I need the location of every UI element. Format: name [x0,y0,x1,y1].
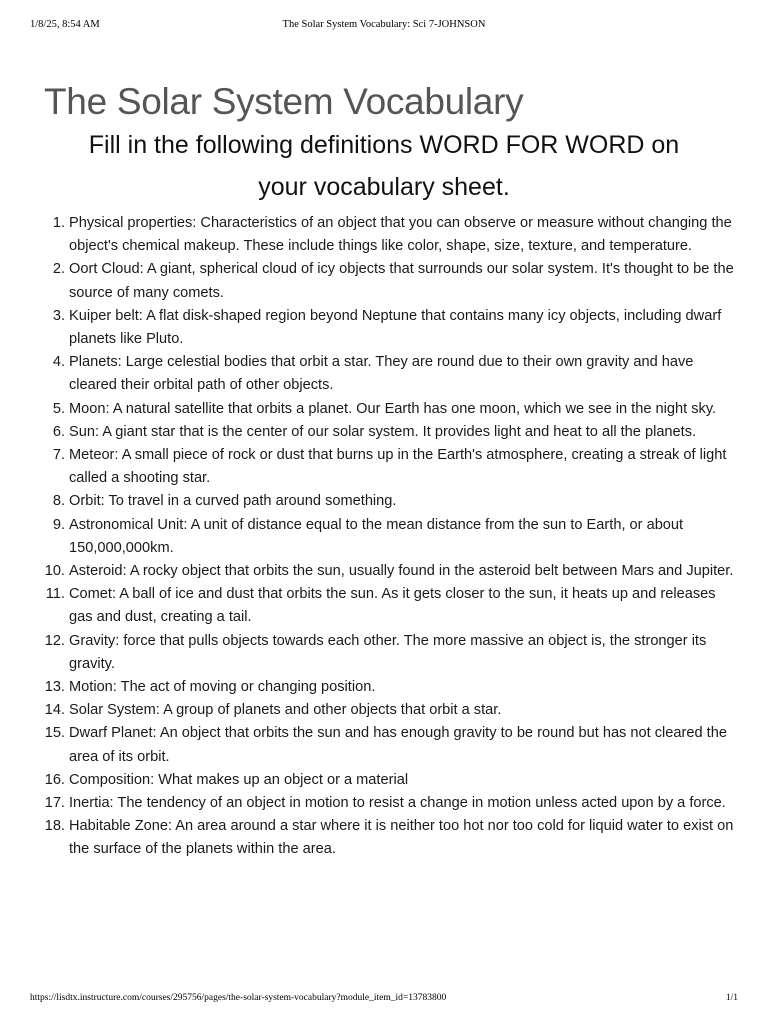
vocabulary-item [0,583,768,629]
print-header [0,19,768,35]
definition-text: Oort Cloud: A giant, spherical cloud of icy objects that surrounds our solar system. It's thought to be the source of many comets. [69,261,734,301]
vocabulary-item [0,351,768,397]
vocabulary-item [0,305,768,351]
item-number: 5. [52,400,65,417]
item-number: 17. [44,795,65,812]
definition-text: Gravity: force that pulls objects towards each other. The more massive an object is, the stronger its gravity. [69,632,707,672]
vocabulary-item [0,630,768,676]
instructions-line-1: Fill in the following definitions WORD FOR WORD on [88,131,680,159]
vocabulary-item [0,490,768,513]
print-document-title: The Solar System Vocabulary: Sci 7-JOHNSON [282,19,486,30]
print-page-number: 1/1 [725,993,738,1003]
definition-text: Meteor: A small piece of rock or dust that burns up in the Earth's atmosphere, creating a streak of light called a shooting star. [69,447,727,487]
definition-text: Astronomical Unit: A unit of distance equal to the mean distance from the sun to Earth, or about 150,000,000km. [69,516,684,556]
vocabulary-item [0,212,768,258]
vocabulary-list [0,212,768,862]
vocabulary-item [0,421,768,444]
definition-text: Inertia: The tendency of an object in motion to resist a change in motion unless acted upon by a force. [69,795,726,812]
definition-text: Orbit: To travel in a curved path around something. [69,493,397,510]
vocabulary-item [0,560,768,583]
definition-text: Comet: A ball of ice and dust that orbits the sun. As it gets closer to the sun, it heats up and releases gas and dust, creating a tail. [69,586,716,626]
item-number: 15. [44,725,65,742]
item-number: 11. [45,586,65,603]
item-number: 16. [44,771,65,788]
vocabulary-item [0,444,768,490]
definition-text: Composition: What makes up an object or a material [69,771,409,788]
vocabulary-item [0,815,768,861]
vocabulary-item [0,722,768,768]
print-datetime: 1/8/25, 8:54 AM [30,19,100,30]
definition-text: Solar System: A group of planets and other objects that orbit a star. [69,702,502,719]
item-number: 8. [52,493,65,510]
item-number: 18. [44,818,65,835]
vocabulary-item [0,769,768,792]
item-number: 14. [44,702,65,719]
vocabulary-item [0,699,768,722]
vocabulary-item [0,398,768,421]
item-number: 6. [52,423,65,440]
definition-text: Asteroid: A rocky object that orbits the sun, usually found in the asteroid belt between Mars and Jupiter. [69,563,734,580]
item-number: 3. [52,307,65,324]
vocabulary-item [0,258,768,304]
page-title: The Solar System Vocabulary [44,80,524,122]
item-number: 13. [44,679,65,696]
definition-text: Motion: The act of moving or changing position. [69,679,376,696]
definition-text: Sun: A giant star that is the center of our solar system. It provides light and heat to all the planets. [69,423,697,440]
item-number: 12. [44,632,65,649]
definition-text: Kuiper belt: A flat disk-shaped region beyond Neptune that contains many icy objects, including dwarf planets like Pluto. [69,307,722,348]
vocabulary-item [0,676,768,699]
item-number: 7. [52,447,65,464]
vocabulary-item [0,514,768,560]
print-footer [0,993,768,1007]
definition-text: Physical properties: Characteristics of an object that you can observe or measure without changing the object's chemical makeup. These include things like color, shape, size, texture, and temperature. [69,215,732,255]
item-number: 10. [44,563,65,580]
item-number: 2. [52,261,65,278]
instructions-line-2: your vocabulary sheet. [258,173,510,201]
item-number: 9. [52,516,65,533]
definition-text: Planets: Large celestial bodies that orbit a star. They are round due to their own gravity and have cleared their orbital path of other objects. [69,354,694,394]
item-number: 4. [52,354,65,371]
instructions-heading [40,124,728,208]
vocabulary-item [0,792,768,815]
item-number: 1. [52,215,65,231]
definition-text: Dwarf Planet: An object that orbits the sun and has enough gravity to be round but has not cleared the area of its orbit. [69,725,727,765]
print-url: https://lisdtx.instructure.com/courses/295756/pages/the-solar-system-vocabulary?module_item_id=13783800 [30,993,447,1003]
definition-text: Moon: A natural satellite that orbits a planet. Our Earth has one moon, which we see in the night sky. [69,400,717,417]
definition-text: Habitable Zone: An area around a star where it is neither too hot nor too cold for liquid water to exist on the surface of the planets within the area. [69,818,734,858]
